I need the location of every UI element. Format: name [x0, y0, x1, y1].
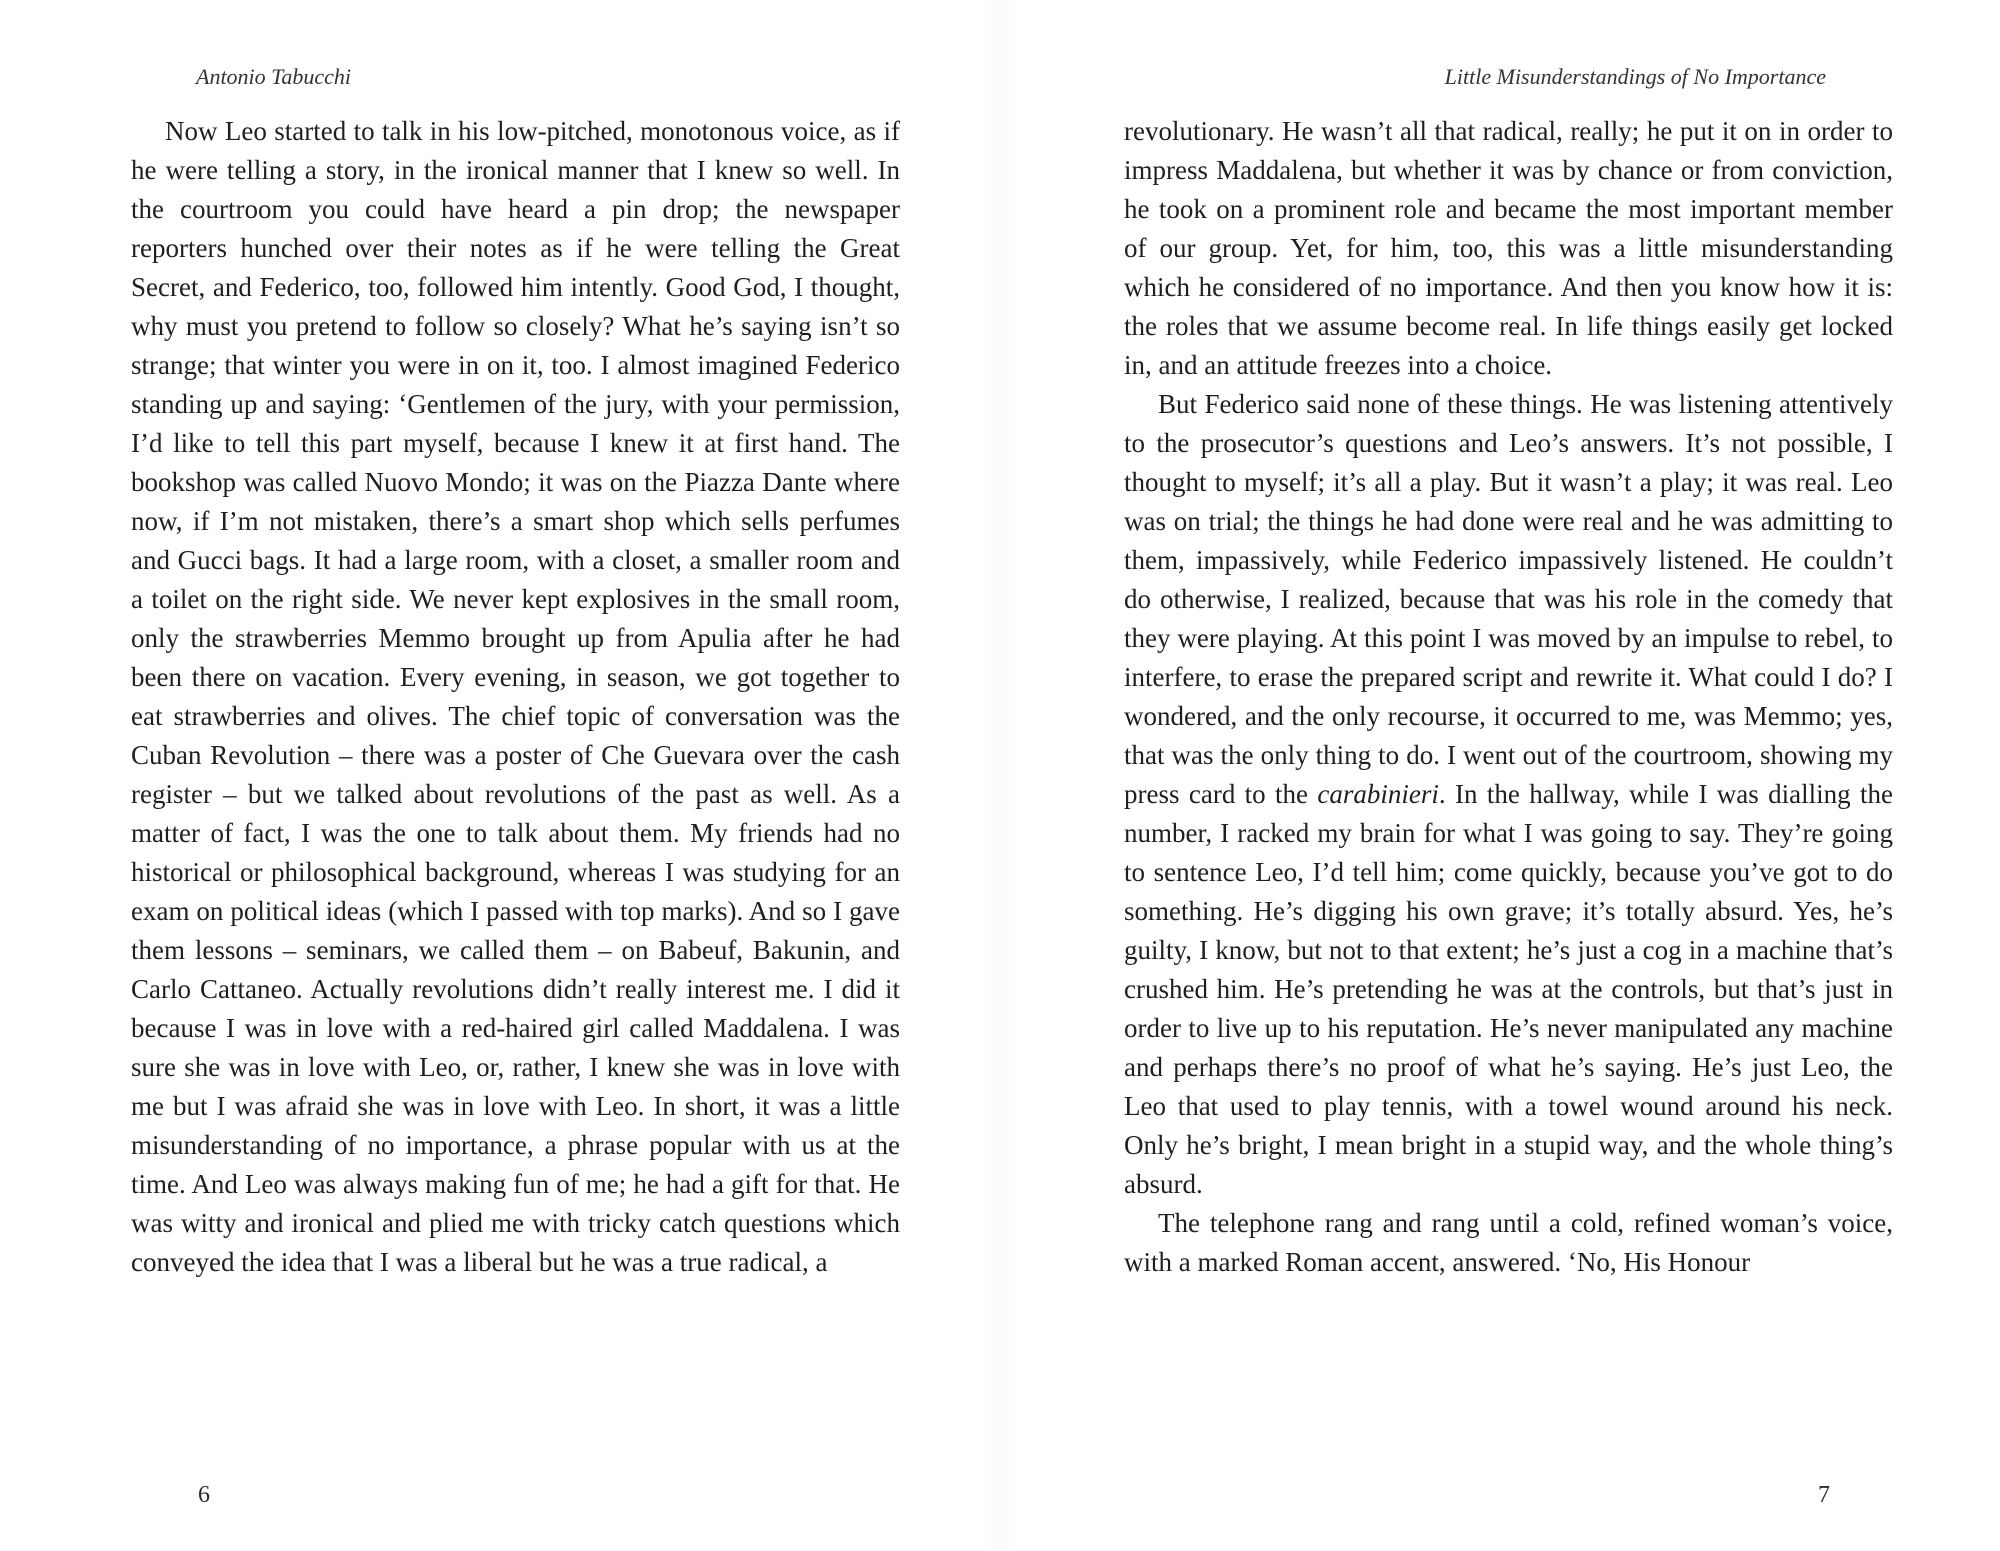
- italic-term: carabinieri: [1317, 779, 1439, 809]
- right-page: [1000, 0, 2000, 1551]
- paragraph: [1124, 1204, 1893, 1282]
- right-page-body: [1124, 112, 1893, 1282]
- paragraph: [1124, 112, 1893, 385]
- paragraph-text: . In the hallway, while I was dialling the number, I racked my brain for what I was going to say. They’re going to sentence Leo, I’d tell him; come quickly, because you’ve got to do something. He’s digging his own grave; it’s totally absurd. Yes, he’s guilty, I know, but not to that extent; he’s just a cog in a machine that’s crushed him. He’s pretending he was at the controls, but that’s just in order to live up to his reputation. He’s never manipulated any machine and perhaps there’s no proof of what he’s saying. He’s just Leo, the Leo that used to play tennis, with a towel wound around his neck. Only he’s bright, I mean bright in a stupid way, and the whole thing’s absurd.: [1124, 779, 1894, 1199]
- left-page-body: [131, 112, 900, 1282]
- paragraph-text: But Federico said none of these things. He was listening attentively to the prosecutor’s questions and Leo’s answers. It’s not possible, I thought to myself; it’s all a play. But it wasn’t a play; it was real. Leo was on trial; the things he had done were real and he was admitting to them, impassively, while Federico impassively listened. He couldn’t do otherwise, I realized, because that was his role in the comedy that they were playing. At this point I was moved by an impulse to rebel, to interfere, to erase the prepared script and rewrite it. What could I do? I wondered, and the only recourse, it occurred to me, was Memmo; yes, that was the only thing to do. I went out of the courtroom, showing my press card to the: [1124, 389, 1893, 809]
- paragraph: [1124, 385, 1893, 1204]
- paragraph: [131, 112, 900, 1282]
- page-number: 7: [1818, 1482, 1830, 1508]
- paragraph-text: The telephone rang and rang until a cold, refined woman’s voice, with a marked Roman accent, answered. ‘No, His Honour: [1124, 1208, 1893, 1277]
- running-head-title: Little Misunderstandings of No Importance: [1444, 64, 1826, 89]
- page-number: 6: [198, 1482, 210, 1508]
- paragraph-text: Now Leo started to talk in his low-pitched, monotonous voice, as if he were telling a story, in the ironical manner that I knew so well. In the courtroom you could have heard a pin drop; the newspaper reporters hunched over their notes as if he were telling the Great Secret, and Federico, too, followed him intently. Good God, I thought, why must you pretend to follow so closely? What he’s saying isn’t so strange; that winter you were in on it, too. I almost imagined Federico standing up and saying: ‘Gentlemen of the jury, with your permission, I’d like to tell this part myself, because I knew it at first hand. The bookshop was called Nuovo Mondo; it was on the Piazza Dante where now, if I’m not mistaken, there’s a smart shop which sells perfumes and Gucci bags. It had a large room, with a closet, a smaller room and a toilet on the right side. We never kept explosives in the small room, only the strawberries Memmo brought up from Apulia after he had been there on vacation. Every evening, in season, we got together to eat strawberries and olives. The chief topic of conversation was the Cuban Revolution – there was a poster of Che Guevara over the cash register – but we talked about revolutions of the past as well. As a matter of fact, I was the one to talk about them. My friends had no historical or philosophical background, whereas I was studying for an exam on political ideas (which I passed with top marks). And so I gave them lessons – seminars, we called them – on Babeuf, Bakunin, and Carlo Cattaneo. Actually revolutions didn’t really interest me. I did it because I was in love with a red-haired girl called Maddalena. I was sure she was in love with Leo, or, rather, I knew she was in love with me but I was afraid she was in love with Leo. In short, it was a little misunderstanding of no importance, a phrase popular with us at the time. And Leo was always making fun of me; he had a gift for that. He was witty and ironical and plied me with tricky catch questions which conveyed the idea that I was a liberal but he was a true radical, a: [131, 116, 900, 1277]
- paragraph-text: revolutionary. He wasn’t all that radical, really; he put it on in order to impress Maddalena, but whether it was by chance or from conviction, he took on a prominent role and became the most important member of our group. Yet, for him, too, this was a little misunderstanding which he considered of no importance. And then you know how it is: the roles that we assume become real. In life things easily get locked in, and an attitude freezes into a choice.: [1124, 116, 1893, 380]
- running-head-author: Antonio Tabucchi: [196, 64, 352, 89]
